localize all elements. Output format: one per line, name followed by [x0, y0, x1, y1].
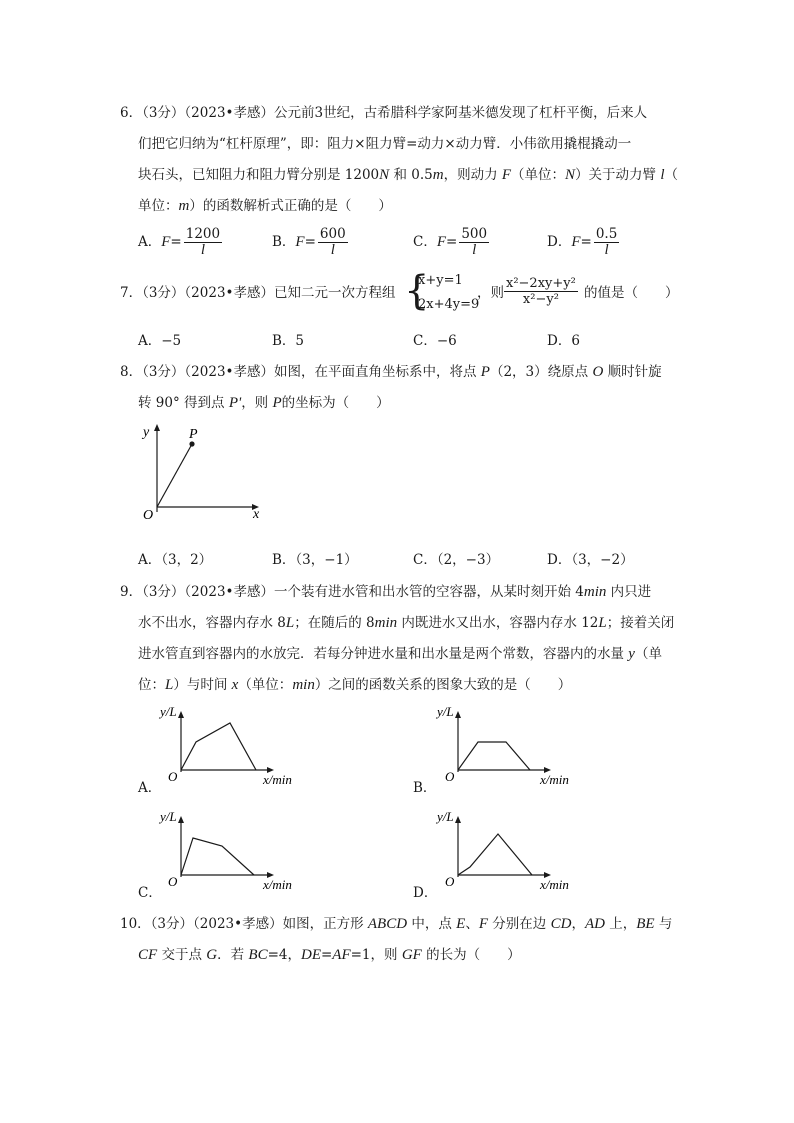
q9-line3: 进水管直到容器内的水放完．若每分钟进水量和出水量是两个常数，容器内的水量 y（单 [138, 646, 662, 662]
svg-text:x/min: x/min [263, 772, 292, 787]
q6-option-b: B．F= $\frac{600}{l}$ [272, 226, 346, 258]
q8-origin-label: O [143, 508, 154, 523]
q7-option-b: B．5 [272, 333, 305, 349]
q8-segment-op [157, 444, 192, 507]
q6-line3: 块石头，已知阻力和阻力臂分别是 1200N 和 0.5m，则动力 F（单位：N）关于动力臂 l（ [138, 167, 679, 183]
q6-option-d: D．F= $\frac{0.5}{l}$ [547, 226, 618, 258]
q9-graph-c [135, 805, 325, 905]
q8-option-a: A．（3，2） [138, 552, 213, 568]
q8-point-p [189, 441, 194, 446]
svg-text:x/min: x/min [263, 877, 292, 892]
q7-mid: ，则 [477, 285, 504, 301]
q9-graph-d [412, 805, 602, 905]
svg-text:y/L: y/L [160, 704, 177, 719]
svg-text:O: O [445, 874, 455, 889]
q9-line2: 水不出水，容器内存水 8L；在随后的 8min 内既进水又出水，容器内存水 12L；接着关闭 [138, 615, 675, 631]
q9-graph-a-curve [181, 723, 256, 770]
q8-option-c: C．（2，−3） [413, 552, 500, 568]
q8-y-label: y [143, 425, 150, 440]
svg-text:y/L: y/L [437, 809, 454, 824]
svg-text:x/min: x/min [540, 772, 569, 787]
q8-line2: 转 90° 得到点 P'，则 P的坐标为（ ） [138, 395, 390, 411]
q9-graph-b-curve [458, 742, 530, 770]
q7-fraction: $\frac{\text{x²−2xy+y²}}{\text{x²−y²}}$ [506, 276, 576, 307]
q6-option-a: A．F= $\frac{1200}{l}$ [138, 226, 221, 258]
q10-line2: CF 交于点 G．若 BC=4，DE=AF=1，则 GF 的长为（ ） [138, 947, 521, 963]
q6-line2: 们把它归纳为“杠杆原理”，即：阻力×阻力臂=动力×动力臂．小伟欲用撬棍撬动一 [138, 136, 632, 152]
q8-x-label: x [253, 507, 260, 522]
svg-text:x/min: x/min [540, 877, 569, 892]
q9-graph-d-label: D． [413, 885, 438, 901]
q9-graph-a [135, 700, 325, 800]
q6-line4: 单位：m）的函数解析式正确的是（ ） [138, 198, 392, 214]
q9-graph-b [412, 700, 602, 800]
q6-line1: 6．（3分）（2023•孝感）公元前3世纪，古希腊科学家阿基米德发现了杠杆平衡，后来人 [120, 105, 648, 121]
q8-p-label: P [189, 427, 198, 442]
q8-coordinate-graph [135, 420, 275, 530]
q7-option-d: D．6 [547, 333, 580, 349]
q9-line4: 位：L）与时间 x（单位：min）之间的函数关系的图象大致的是（ ） [138, 677, 572, 693]
q8-y-arrow [154, 424, 160, 431]
q8-option-d: D．（3，−2） [547, 552, 634, 568]
svg-text:y/L: y/L [160, 809, 177, 824]
q9-graph-a-label: A． [138, 780, 162, 796]
q9-graph-c-curve [181, 838, 254, 875]
q8-option-b: B．（3，−1） [272, 552, 358, 568]
q7-system-brace: { [404, 268, 430, 314]
svg-text:O: O [168, 769, 178, 784]
q7-eq2: 2x+4y=9 [418, 297, 480, 312]
svg-text:O: O [445, 769, 455, 784]
q9-graph-d-curve [458, 834, 532, 875]
q7-option-a: A．−5 [138, 333, 182, 349]
q7-option-c: C．−6 [413, 333, 457, 349]
svg-text:y/L: y/L [437, 704, 454, 719]
q10-line1: 10．（3分）（2023•孝感）如图，正方形 ABCD 中，点 E、F 分别在边 CD，AD 上，BE 与 [120, 916, 673, 932]
q9-graph-c-label: C． [138, 885, 162, 901]
q9-line1: 9．（3分）（2023•孝感）一个装有进水管和出水管的空容器，从某时刻开始 4min 内只进 [120, 584, 652, 600]
q6-option-c: C．F= $\frac{500}{l}$ [413, 226, 488, 258]
q7-suffix: 的值是（ ） [584, 285, 679, 301]
q7-prefix: 7．（3分）（2023•孝感）已知二元一次方程组 [120, 285, 396, 301]
svg-text:O: O [168, 874, 178, 889]
q9-graph-b-label: B． [413, 780, 437, 796]
q7-eq1: x+y=1 [418, 273, 463, 288]
q8-line1: 8．（3分）（2023•孝感）如图，在平面直角坐标系中，将点 P（2，3）绕原点 O 顺时针旋 [120, 364, 662, 380]
